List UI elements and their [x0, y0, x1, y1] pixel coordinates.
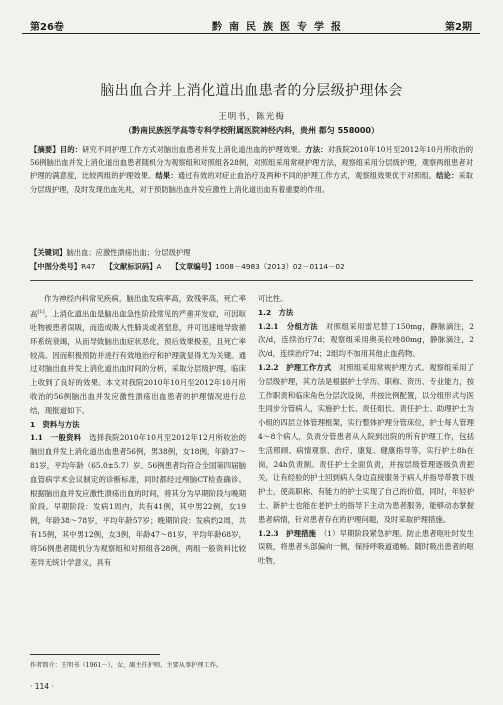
clc-value: R47	[81, 262, 96, 271]
section-heading-1: 1 资料与方法	[30, 419, 80, 429]
footnote-rule	[30, 654, 160, 655]
subsection-1-2-3-text: （1）早期阶段紧急护理。防止患者呕吐时发生误吸，将患者头部偏向一侧，保持呼吸道通畅。随时吸出患者的呕吐物，	[258, 528, 474, 566]
header-rule	[22, 33, 480, 34]
subsection-1-1-heading: 1.1 一般资料	[30, 433, 82, 443]
subsection-1-2-2-heading: 1.2.2 护理工作方式	[258, 362, 332, 372]
volume-label: 第26卷	[30, 22, 64, 33]
subsection-1-2-2	[258, 361, 474, 527]
doc-code-value: A	[156, 262, 162, 271]
conclusion-text: 采取分层级护理，及时发现出血先兆，对于预防脑出血并发应激性上消化道出血有着重要的作用。	[30, 171, 474, 194]
intro-paragraph	[30, 292, 246, 418]
abstract-separator	[30, 280, 473, 281]
subsection-1-2-1-heading: 1.2.1 分组方法	[258, 321, 319, 331]
subsection-1-2-3	[258, 527, 474, 568]
intro-text-a: 作为神经内科常见疾病，脑出血发病率高，致残率高，死亡率高	[30, 294, 246, 319]
abstract	[30, 143, 473, 196]
intro-text-b: 。上消化道出血是脑出血急性阶段常见的严重并发症，可因呕吐物被患者误吸，而造成吸入性肺炎或者窒息，并可迅速地导致循环系统衰竭，从而导致脑出血症状恶化，预后效果极差，且死亡率较高。因而积极预防并进行有效地治疗和护理就显得尤为关键。通过对脑出血并发上消化道出血时间的分析，采取分层级护理，临床上收到了良好的效果。本文对我院2010年10月至2012年10月所收治的56例脑出血并发应激性溃疡出血患者的护理情况进行总结，现报道如下。	[30, 309, 246, 415]
method-text: 对我院2010年10月至2012年10月所收治的56例脑出血并发上消化道出血患者随机分为观察组和对照组各28例，对照组采用常规护理方法，观察组采用分层级护理，观察两组患者对护理的满意度，比较两组的护理效果。	[30, 145, 474, 181]
journal-name: 黔南民族医专学报	[212, 22, 348, 33]
author-footnote: 作者简介：王明书（1961－），女，副主任护师，主要从事护理工作。	[30, 662, 223, 669]
purpose-text: 研究不同护理工作方式对脑出血患者并发上消化道出血的护理效果。	[82, 145, 306, 154]
conclusion-heading: 结论：	[436, 171, 459, 181]
keywords-text: 脑出血；应激性溃疡出血；分层级护理	[66, 248, 191, 257]
subsection-1-1-text: 选择我院2010年10月至2012年12月所收治的脑出血并发上消化道出血患者56例，男38例，女18例，年龄37～81岁，平均年龄（65.0±5.7）岁。56例患者均符合全国第四届脑血管病学术会议制定的诊断标准，同时都经过颅脑CT检查确诊。根据脑出血并发应激性溃疡出血的时间，将其分为早期阶段与晚期阶段。早期阶段：发病1周内，共有41例，其中男22例，女19例，年龄38～78岁，平均年龄57岁；晚期阶段：发病约2周，共有15例，其中男12例，女3例，年龄47～81岁，平均年龄68岁，将56例患者随机分为观察组和对照组各28例，两组一般资料比较差异无统计学意义，具有	[30, 433, 246, 567]
subsection-1-2-1-text: 对照组采用雷尼替丁150mg，静脉滴注，2次/d，连续治疗7d；观察组采用奥美拉唑80mg，静脉滴注，2次/d，连续治疗7d；2组均不加用其他止血药物。	[258, 321, 474, 359]
affiliation: （黔南民族医学高等专科学校附属医院神经内科，贵州 都匀 558000）	[124, 126, 379, 135]
article-number-value: 1008－4983（2013）02－0114－02	[215, 262, 345, 271]
doc-code-label: 【文献标识码】	[105, 262, 157, 271]
result-text: 通过有效的对症止血治疗及两种不同的护理工作方式，观察组效果优于对照组。	[177, 171, 437, 181]
running-header	[22, 18, 480, 32]
subsection-1-2-1	[258, 320, 474, 361]
subsection-1-1	[30, 431, 246, 569]
subsection-1-2-3-heading: 1.2.3 护理措施	[258, 528, 317, 538]
author-list: 王明书，陈光梅	[218, 112, 285, 122]
issue-label: 第2期	[445, 22, 472, 33]
continuation-text: 可比性。	[258, 294, 288, 303]
keywords-label: 【关键词】	[30, 248, 67, 257]
abstract-label: 【摘要】	[30, 145, 60, 154]
article-number-label: 【文章编号】	[171, 262, 216, 271]
right-column	[258, 292, 474, 568]
citation-ref: [1]	[37, 308, 45, 315]
subsection-1-2-2-text: 对照组采用常规护理方式。观察组采用了分层级护理，其方法是根据护士学历、职称、资历、专业能力，按工作职责和临床角色分层次设岗，并按比例配置，以分组形式与医生同步分管病人，实施护士长、责任组长、责任护士、助理护士为小组的四层立体管理框架，实行整体护理分管床位，护士每人管理4～8个病人，负责分管患者从入院到出院的所有护理工作，包括生活照顾、病情观察、治疗、康复、健康指导等，实行护士8h在岗，24h负责制。责任护士全面负责，并按层级管理逐级负责把关，让有经验的护士回到病人身边直接服务于病人并指导带教下级护士，使高职称、有能力的护士实现了自己的价值，同时，年轻护士、新护士也能在老护士的指导下主动为患者服务，能够动态掌握患者病情，针对患者存在的护理问题，及时采取护理措施。	[258, 362, 474, 524]
paper-title: 脑出血合并上消化道出血患者的分层级护理体会	[100, 83, 403, 99]
left-column	[30, 292, 246, 569]
page-number: · 114 ·	[30, 682, 54, 691]
purpose-heading: 目的：	[59, 145, 83, 154]
classification-line	[30, 262, 473, 272]
keywords	[30, 248, 473, 258]
method-heading: 方法：	[305, 145, 328, 154]
subsection-heading-1-2: 1.2 方法	[258, 307, 294, 317]
clc-label: 【中图分类号】	[30, 262, 82, 271]
result-heading: 结果：	[155, 171, 178, 181]
